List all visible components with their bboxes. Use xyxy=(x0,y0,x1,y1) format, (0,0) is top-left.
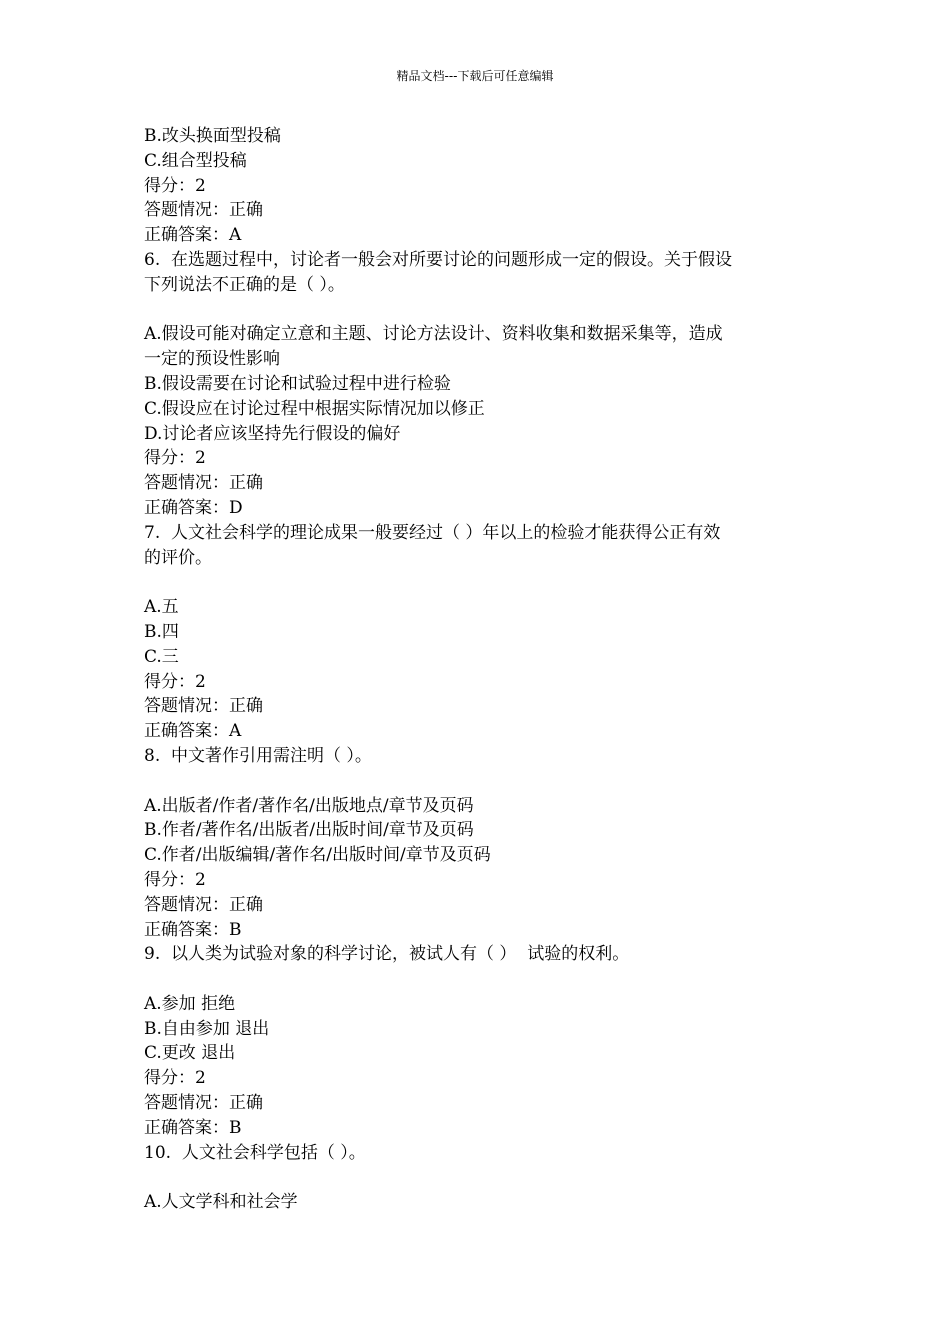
blank-line xyxy=(144,967,810,992)
text-line: C.组合型投稿 xyxy=(144,150,247,171)
text-line: 得分：2 xyxy=(144,671,206,692)
option-line: B.假设需要在讨论和试验过程中进行检验 xyxy=(144,373,451,394)
text-line: 答题情况：正确 xyxy=(144,200,263,221)
option-line: C.三 xyxy=(144,646,179,667)
blank-line xyxy=(144,570,810,595)
option-line: D.讨论者应该坚持先行假设的偏好 xyxy=(144,423,401,444)
question-7-line: 7. 人文社会科学的理论成果一般要经过（ ）年以上的检验才能获得公正有效 xyxy=(144,522,721,543)
option-line: B.自由参加 退出 xyxy=(144,1018,270,1039)
text-line: 答题情况：正确 xyxy=(144,473,263,494)
text-line: 正确答案：A xyxy=(144,721,242,742)
option-line: A.假设可能对确定立意和主题、讨论方法设计、资料收集和数据采集等，造成 xyxy=(144,324,723,345)
text-line: 正确答案：A xyxy=(144,225,242,246)
option-line: C.更改 退出 xyxy=(144,1043,236,1064)
text-line: 得分：2 xyxy=(144,175,206,196)
text-line: 得分：2 xyxy=(144,869,206,890)
text-line: B.改头换面型投稿 xyxy=(144,126,281,146)
text-line: 正确答案：D xyxy=(144,497,243,518)
text-line: 答题情况：正确 xyxy=(144,894,263,915)
option-line: A.参加 拒绝 xyxy=(144,993,236,1014)
blank-line xyxy=(144,298,810,323)
blank-line xyxy=(144,769,810,794)
text-line: 一定的预设性影响 xyxy=(144,349,280,370)
option-line: A.五 xyxy=(144,597,179,618)
option-line: B.四 xyxy=(144,621,179,642)
text-line: 正确答案：B xyxy=(144,1117,242,1138)
question-9-line: 9. 以人类为试验对象的科学讨论，被试人有（ ） 试验的权利。 xyxy=(144,944,630,965)
text-line: 答题情况：正确 xyxy=(144,1093,263,1114)
option-line: A.人文学科和社会学 xyxy=(144,1192,298,1213)
text-line: 的评价。 xyxy=(144,547,212,568)
document-body xyxy=(144,124,810,1215)
page-header: 精品文档---下载后可任意编辑 xyxy=(396,69,554,83)
option-line: C.作者/出版编辑/著作名/出版时间/章节及页码 xyxy=(144,845,491,866)
option-line: B.作者/著作名/出版者/出版时间/章节及页码 xyxy=(144,820,474,841)
question-6-line: 6. 在选题过程中，讨论者一般会对所要讨论的问题形成一定的假设。关于假设 xyxy=(144,249,733,270)
text-line: 正确答案：B xyxy=(144,919,242,940)
option-line: C.假设应在讨论过程中根据实际情况加以修正 xyxy=(144,398,485,419)
option-line: A.出版者/作者/著作名/出版地点/章节及页码 xyxy=(144,795,474,816)
text-line: 下列说法不正确的是（ ）。 xyxy=(144,274,345,295)
text-line: 得分：2 xyxy=(144,448,206,469)
question-8-line: 8. 中文著作引用需注明（ ）。 xyxy=(144,745,372,766)
question-10-line: 10. 人文社会科学包括（ ）。 xyxy=(144,1142,366,1163)
text-line: 得分：2 xyxy=(144,1068,206,1089)
text-line: 答题情况：正确 xyxy=(144,696,263,717)
blank-line xyxy=(144,1165,810,1190)
